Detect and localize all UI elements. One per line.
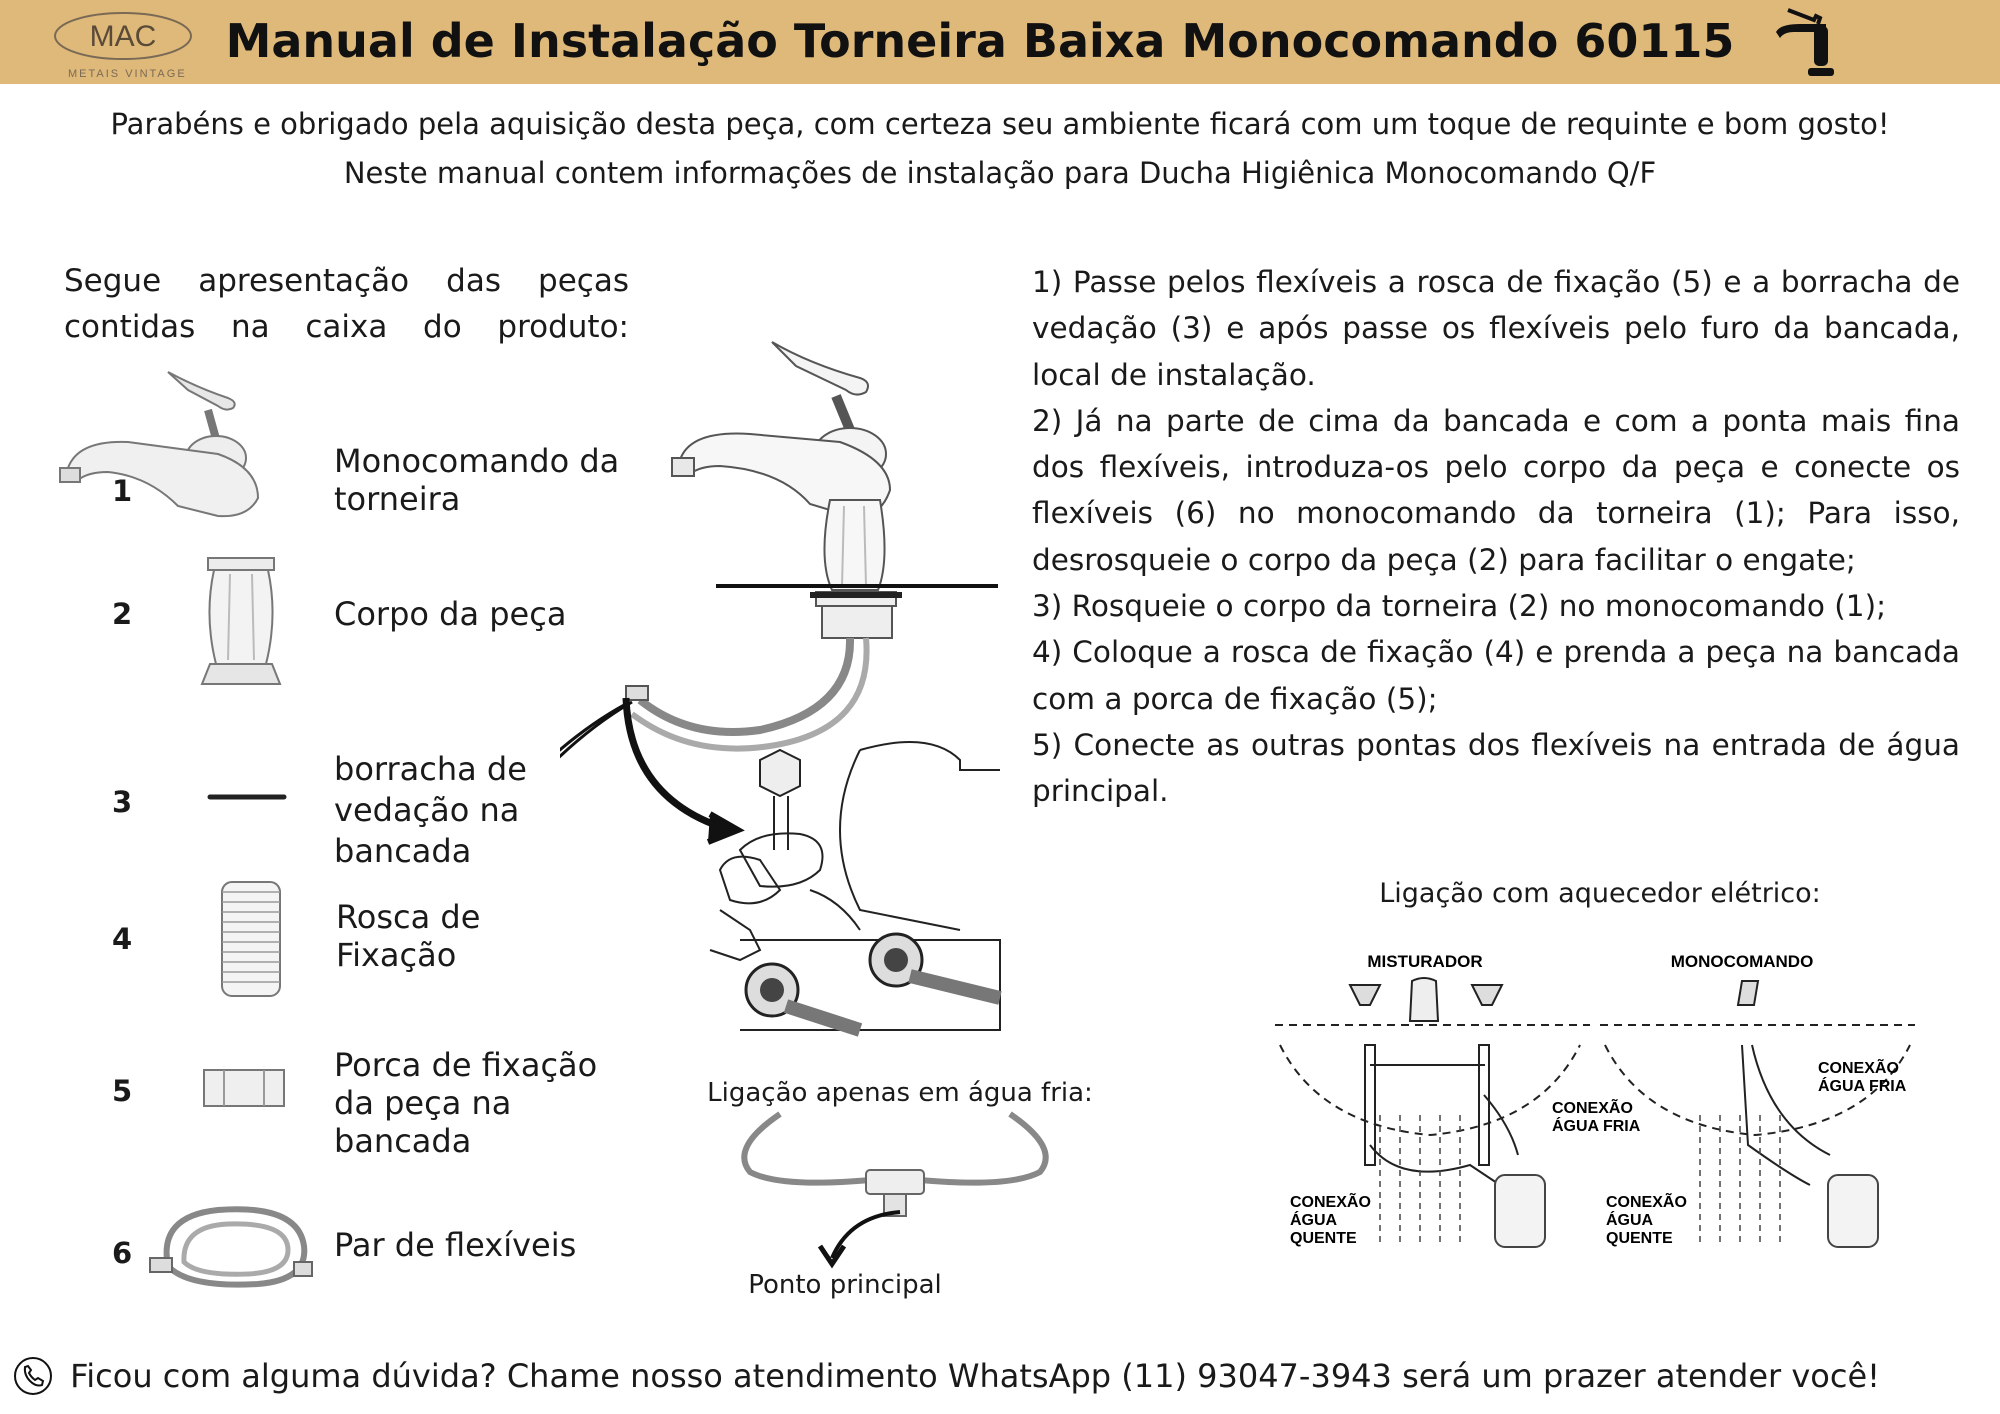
installation-steps <box>1032 259 1960 815</box>
part-number: 2 <box>112 597 133 631</box>
header-bar <box>0 0 2000 84</box>
part-label: Corpo da peça <box>334 595 567 633</box>
footer <box>12 1355 2000 1397</box>
nut-image <box>200 1066 288 1110</box>
rubber-seal-image <box>206 790 288 804</box>
cold-water-diagram <box>740 1108 1050 1276</box>
heater-caption: Ligação com aquecedor elétrico: <box>1379 878 1821 909</box>
svg-text:ÁGUA: ÁGUA <box>1290 1212 1338 1229</box>
step-1: 1) Passe pelos flexíveis a rosca de fixação (5) e a borracha de vedação (3) e após passe os flexíveis pelo furo da bancada, local de instalação. <box>1032 265 1960 392</box>
part-number: 3 <box>112 785 133 819</box>
step-3: 3) Rosqueie o corpo da torneira (2) no monocomando (1); <box>1032 589 1887 624</box>
part-number: 4 <box>112 922 133 956</box>
body-image <box>200 556 282 688</box>
svg-text:QUENTE: QUENTE <box>1290 1230 1357 1247</box>
svg-text:CONEXÃO: CONEXÃO <box>1606 1194 1687 1211</box>
svg-text:ÁGUA FRIA: ÁGUA FRIA <box>1552 1118 1641 1135</box>
step-2: 2) Já na parte de cima da bancada e com a ponta mais fina dos flexíveis, introduza-os pelo corpo da peça e conecte os flexíveis (6) no monocomando da torneira (1); Para isso, desrosqueie o corpo da peça (2) para facilitar o engate; <box>1032 403 1960 577</box>
part-label: Porca de fixação da peça na bancada <box>334 1046 598 1160</box>
step-5: 5) Conecte as outras pontas dos flexíveis na entrada de água principal. <box>1032 727 1960 809</box>
svg-text:MONOCOMANDO: MONOCOMANDO <box>1670 952 1814 971</box>
svg-text:MISTURADOR: MISTURADOR <box>1367 952 1483 971</box>
installation-illustration <box>560 330 1040 1050</box>
step-4: 4) Coloque a rosca de fixação (4) e prenda a peça na bancada com a porca de fixação (5); <box>1032 635 1960 716</box>
svg-text:CONEXÃO: CONEXÃO <box>1290 1194 1371 1211</box>
intro-description: Neste manual contem informações de instalação para Ducha Higiênica Monocomando Q/F <box>343 156 1657 190</box>
part-label: Monocomando da torneira <box>334 442 620 518</box>
svg-text:ÁGUA: ÁGUA <box>1606 1212 1654 1229</box>
svg-text:CONEXÃO: CONEXÃO <box>1552 1100 1633 1117</box>
part-label: Par de flexíveis <box>334 1226 577 1264</box>
svg-text:QUENTE: QUENTE <box>1606 1230 1673 1247</box>
part-label: borracha de vedação na bancada <box>334 750 527 870</box>
support-contact: Ficou com alguma dúvida? Chame nosso atendimento WhatsApp (11) 93047-3943 será um prazer atender você! <box>70 1357 1880 1395</box>
faucet-icon <box>1770 2 1850 84</box>
flexible-hoses-image <box>148 1196 316 1292</box>
brand-subtitle: METAIS VINTAGE <box>68 68 187 80</box>
part-number: 1 <box>112 474 133 508</box>
part-label: Rosca de Fixação <box>336 898 481 974</box>
svg-text:CONEXÃO: CONEXÃO <box>1818 1060 1899 1077</box>
parts-intro: Segue apresentação das peças contidas na caixa do produto: <box>64 263 629 345</box>
part-number: 5 <box>112 1074 133 1108</box>
brand-logo <box>52 10 194 62</box>
svg-text:MAC: MAC <box>89 20 157 53</box>
part-number: 6 <box>112 1236 133 1270</box>
lever-handle-image <box>58 368 298 526</box>
cold-water-caption: Ligação apenas em água fria: <box>707 1078 1093 1108</box>
phone-icon <box>12 1355 54 1397</box>
page-title: Manual de Instalação Torneira Baixa Monocomando 60115 <box>225 14 1735 68</box>
threaded-rod-image <box>216 880 286 998</box>
svg-text:ÁGUA FRIA: ÁGUA FRIA <box>1818 1078 1907 1095</box>
intro-thanks: Parabéns e obrigado pela aquisição desta peça, com certeza seu ambiente ficará com um toque de requinte e bom gosto! <box>110 107 1890 141</box>
main-point-caption: Ponto principal <box>748 1270 942 1300</box>
heater-diagram <box>1270 945 1920 1255</box>
